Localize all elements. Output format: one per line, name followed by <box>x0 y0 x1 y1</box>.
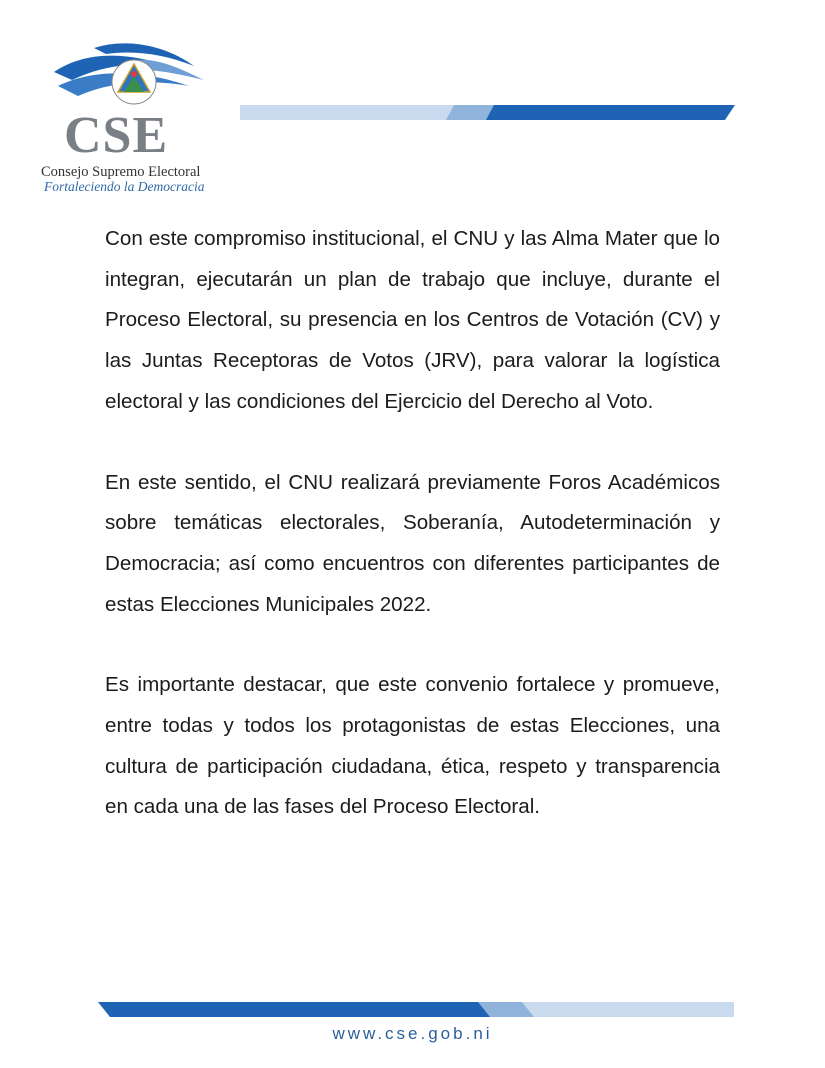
blue-wave-icon <box>54 40 209 115</box>
cse-logo <box>36 40 226 195</box>
logo-organization-name: Consejo Supremo Electoral <box>41 164 201 180</box>
paragraph: En este sentido, el CNU realizará previamente Foros Académicos sobre temáticas electorales, Soberanía, Autodeterminación y Democracia; así como encuentros con diferentes participantes de estas Elecciones Municipales 2022. <box>105 470 720 616</box>
paragraph: Es importante destacar, que este convenio fortalece y promueve, entre todas y todos los protagonistas de estas Elecciones, una cultura de participación ciudadana, ética, respeto y transparencia en cada una de las fases del Proceso Electoral. <box>105 673 720 819</box>
website-link[interactable]: www.cse.gob.ni <box>332 1024 493 1043</box>
document-body <box>105 219 720 868</box>
logo-acronym: CSE <box>64 107 169 164</box>
nicaragua-coat-of-arms-icon <box>112 60 156 104</box>
footer-stripe <box>98 1001 734 1024</box>
header-stripe <box>240 104 735 127</box>
paragraph: Con este compromiso institucional, el CNU y las Alma Mater que lo integran, ejecutarán un plan de trabajo que incluye, durante el Proceso Electoral, su presencia en los Centros de Votación (CV) y las Juntas Receptoras de Votos (JRV), para valorar la logística electoral y las condiciones del Ejercicio del Derecho al Voto. <box>105 227 720 413</box>
logo-tagline: Fortaleciendo la Democracia <box>44 179 205 194</box>
